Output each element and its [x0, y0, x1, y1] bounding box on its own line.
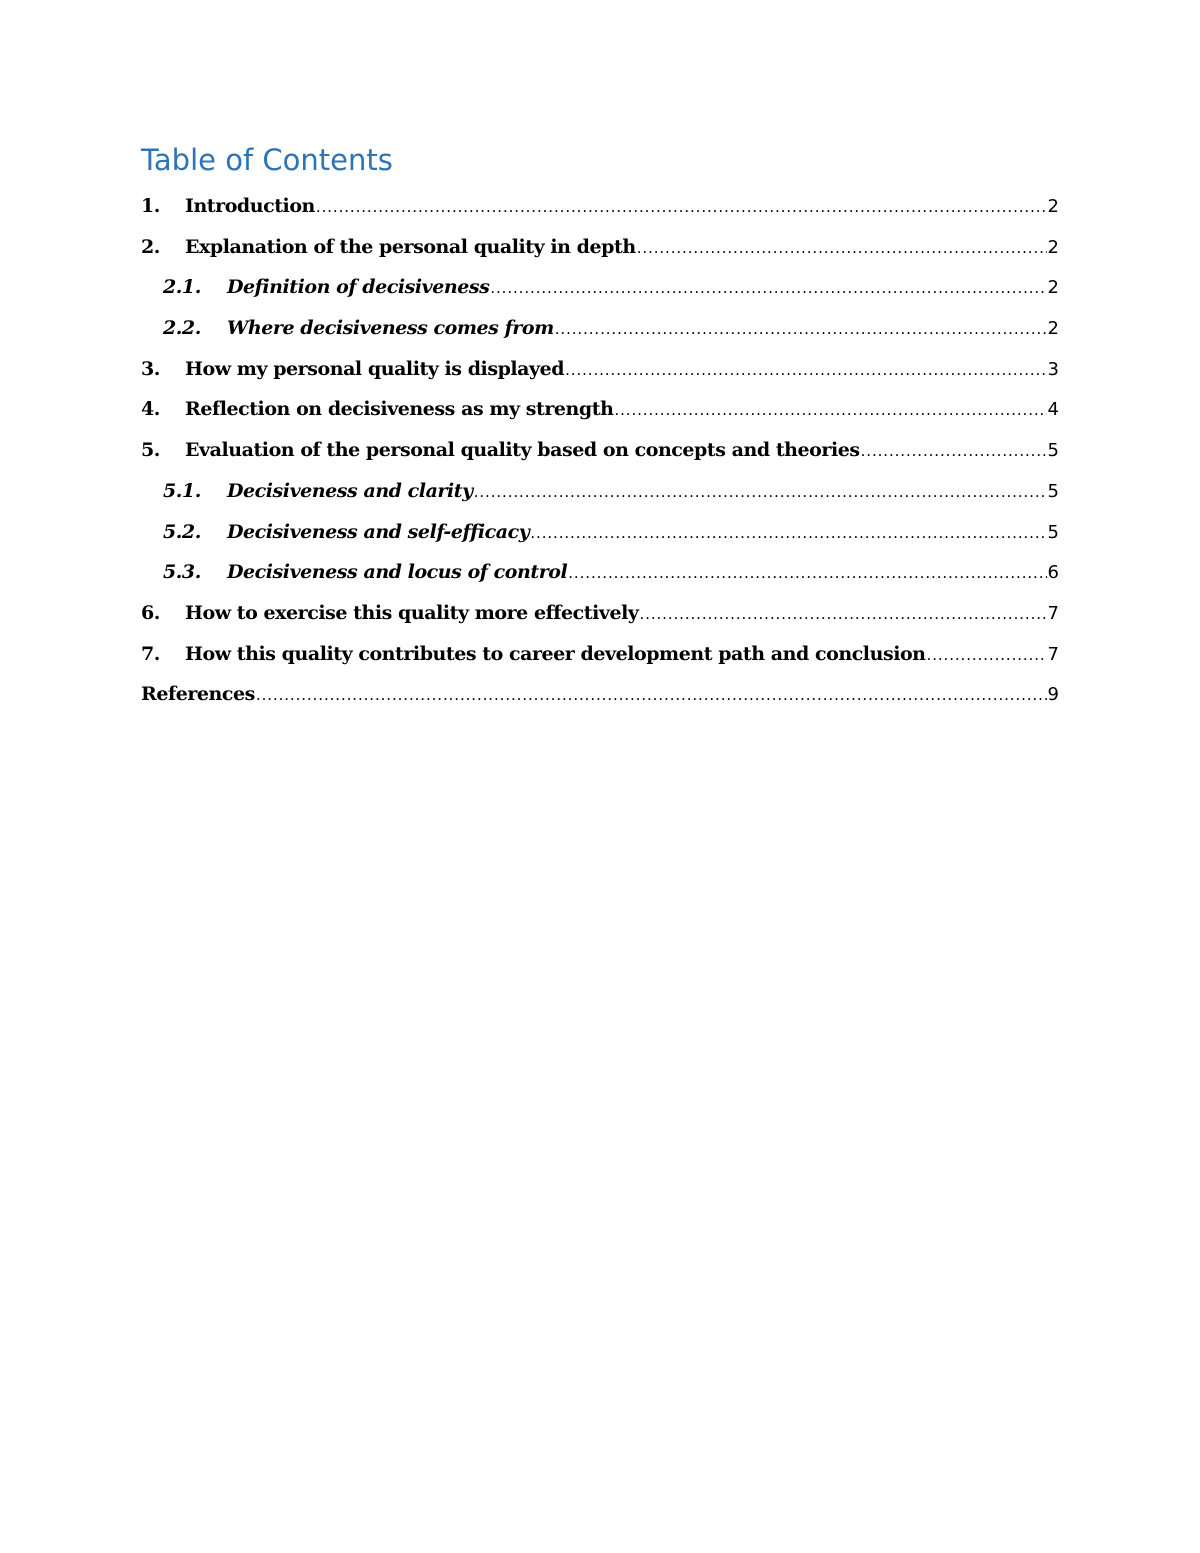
toc-entry-page: 2 [1047, 196, 1059, 217]
toc-entry-reflection[interactable] [141, 389, 1059, 430]
toc-entry-page: 2 [1047, 236, 1059, 258]
toc-entry-page: 5 [1047, 440, 1059, 462]
toc-entry-page: 3 [1047, 358, 1059, 380]
toc-entry-evaluation[interactable] [141, 430, 1059, 471]
toc-entry-title: How my personal quality is displayed [185, 357, 565, 380]
toc-dot-leader [861, 431, 1047, 471]
toc-entry-number: 3. [141, 357, 160, 380]
toc-dot-leader [474, 472, 1047, 512]
toc-dot-leader [490, 268, 1046, 308]
toc-entry-title: Introduction [185, 195, 315, 217]
toc-entry-clarity[interactable] [141, 471, 1059, 512]
toc-entry-explanation[interactable] [141, 227, 1059, 268]
toc-entry-number: 5.2. [163, 520, 201, 543]
toc-dot-leader [256, 675, 1047, 715]
toc-entry-number: 5.1. [163, 479, 201, 502]
toc-entry-page: 7 [1047, 643, 1059, 665]
toc-entry-title: Decisiveness and locus of control [227, 561, 568, 584]
toc-entry-number: 1. [141, 195, 160, 217]
toc-entry-title: Where decisiveness comes from [227, 317, 554, 340]
toc-entry-title: Explanation of the personal quality in depth [185, 235, 636, 258]
toc-entry-page: 5 [1047, 521, 1059, 543]
toc-entry-title: Definition of decisiveness [227, 276, 490, 299]
toc-entry-title: Reflection on decisiveness as my strength [185, 398, 614, 421]
toc-entry-references[interactable] [141, 674, 1059, 715]
toc-entry-page: 2 [1047, 277, 1059, 299]
toc-dot-leader [316, 187, 1047, 227]
toc-entry-page: 7 [1047, 602, 1059, 624]
toc-dot-leader [530, 513, 1046, 553]
toc-entry-number: 2.2. [163, 317, 201, 340]
toc-entry-number: 2.1. [163, 276, 201, 299]
toc-entry-page: 6 [1047, 562, 1059, 584]
toc-entry-definition[interactable] [141, 267, 1059, 308]
toc-entry-exercise[interactable] [141, 593, 1059, 634]
toc-heading: Table of Contents [141, 143, 393, 177]
toc-entry-title: Decisiveness and self-efficacy [227, 520, 530, 543]
toc-entry-introduction[interactable] [141, 186, 1059, 227]
toc-entry-title: How to exercise this quality more effectively [185, 601, 639, 624]
table-of-contents [141, 138, 1059, 715]
toc-entry-number: 6. [141, 601, 160, 624]
toc-entry-locus-of-control[interactable] [141, 552, 1059, 593]
toc-entry-page: 2 [1047, 318, 1059, 340]
toc-entry-origin[interactable] [141, 308, 1059, 349]
toc-dot-leader [639, 594, 1046, 634]
toc-list [141, 186, 1059, 715]
toc-entry-number: 7. [141, 642, 160, 665]
toc-entry-number: 5. [141, 439, 160, 462]
toc-entry-self-efficacy[interactable] [141, 512, 1059, 553]
toc-dot-leader [637, 228, 1047, 268]
toc-entry-displayed[interactable] [141, 349, 1059, 390]
toc-entry-page: 4 [1047, 399, 1059, 421]
toc-entry-title: Evaluation of the personal quality based on concepts and theories [185, 439, 860, 462]
toc-dot-leader [568, 553, 1046, 593]
toc-dot-leader [927, 635, 1047, 675]
toc-entry-number: 2. [141, 235, 160, 258]
toc-dot-leader [555, 309, 1047, 349]
toc-entry-page: 9 [1047, 684, 1059, 706]
toc-entry-title: How this quality contributes to career development path and conclusion [185, 642, 926, 665]
toc-entry-page: 5 [1047, 480, 1059, 502]
toc-entry-number: 4. [141, 398, 160, 421]
toc-entry-title: References [141, 683, 255, 706]
toc-entry-number: 5.3. [163, 561, 201, 584]
toc-dot-leader [614, 390, 1046, 430]
toc-entry-title: Decisiveness and clarity [227, 479, 473, 502]
toc-dot-leader [565, 350, 1046, 390]
toc-entry-career[interactable] [141, 634, 1059, 675]
